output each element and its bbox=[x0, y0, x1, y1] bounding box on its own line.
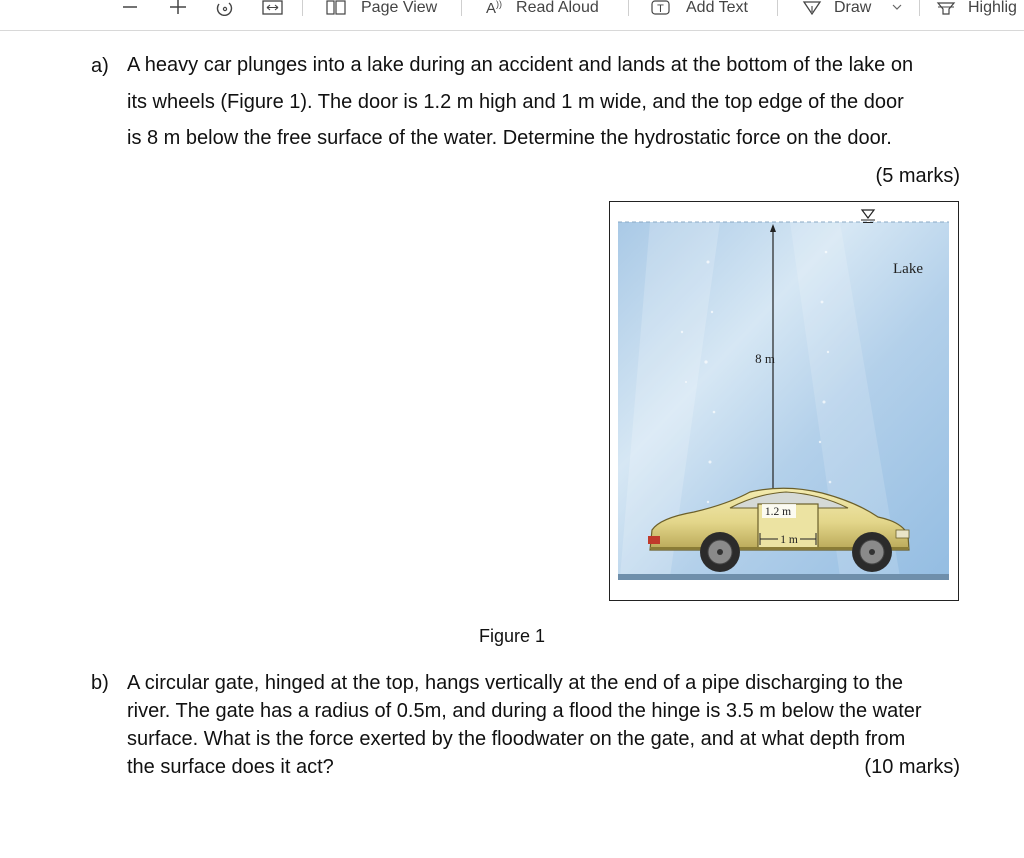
question-b-line: river. The gate has a radius of 0.5m, and during a flood the hinge is 3.5 m below the water bbox=[127, 700, 922, 722]
water-surface-icon bbox=[861, 210, 875, 223]
document-page bbox=[0, 31, 1024, 858]
question-b-line: the surface does it act? bbox=[127, 756, 334, 778]
question-b-line: A circular gate, hinged at the top, hangs vertically at the end of a pipe discharging to the bbox=[127, 672, 904, 694]
add-text-button[interactable] bbox=[651, 0, 748, 16]
page-view-icon bbox=[325, 0, 349, 16]
zoom-out-icon[interactable] bbox=[122, 0, 138, 16]
highlight-button[interactable] bbox=[936, 0, 1017, 16]
question-a-line: its wheels (Figure 1). The door is 1.2 m high and 1 m wide, and the top edge of the door bbox=[127, 90, 904, 113]
question-b-marker: b) bbox=[91, 672, 109, 694]
car-wheel-front bbox=[852, 532, 892, 572]
door-height-label: 1.2 m bbox=[764, 506, 792, 518]
page-view-label: Page View bbox=[361, 0, 438, 16]
rotate-icon[interactable] bbox=[216, 0, 236, 16]
figure-1 bbox=[609, 201, 959, 601]
question-a-text bbox=[127, 47, 913, 157]
zoom-in-icon[interactable] bbox=[169, 0, 187, 16]
read-aloud-label: Read Aloud bbox=[516, 0, 599, 16]
add-text-label: Add Text bbox=[686, 0, 748, 16]
lake-car-illustration bbox=[610, 202, 958, 600]
lake-label: Lake bbox=[893, 261, 923, 277]
car-wheel-rear bbox=[700, 532, 740, 572]
highlight-label: Highlig bbox=[968, 0, 1017, 16]
draw-label: Draw bbox=[834, 0, 872, 16]
question-b-marks: (10 marks) bbox=[864, 756, 960, 778]
figure-caption: Figure 1 bbox=[478, 626, 546, 646]
draw-icon bbox=[802, 0, 822, 16]
chevron-down-icon[interactable] bbox=[891, 0, 903, 16]
read-aloud-button[interactable] bbox=[486, 0, 599, 16]
pdf-toolbar bbox=[0, 0, 1024, 31]
draw-button[interactable] bbox=[802, 0, 903, 16]
lake-bed bbox=[618, 574, 949, 580]
read-aloud-icon: A)) bbox=[486, 0, 503, 17]
question-a-marks: (5 marks) bbox=[875, 165, 960, 187]
fit-width-icon[interactable] bbox=[262, 0, 284, 16]
question-a-marker: a) bbox=[91, 55, 109, 77]
page-view-button[interactable] bbox=[325, 0, 437, 16]
highlight-icon bbox=[936, 0, 956, 16]
question-a-line: A heavy car plunges into a lake during an accident and lands at the bottom of the lake on bbox=[127, 54, 914, 76]
add-text-icon bbox=[651, 0, 671, 16]
door-width-label: 1 m bbox=[780, 534, 798, 546]
svg-text:T: T bbox=[657, 3, 664, 15]
question-b-line: surface. What is the force exerted by the floodwater on the gate, and at what depth from bbox=[127, 728, 906, 750]
question-a-line: is 8 m below the free surface of the water. Determine the hydrostatic force on the door. bbox=[127, 127, 892, 149]
depth-label: 8 m bbox=[755, 351, 775, 366]
